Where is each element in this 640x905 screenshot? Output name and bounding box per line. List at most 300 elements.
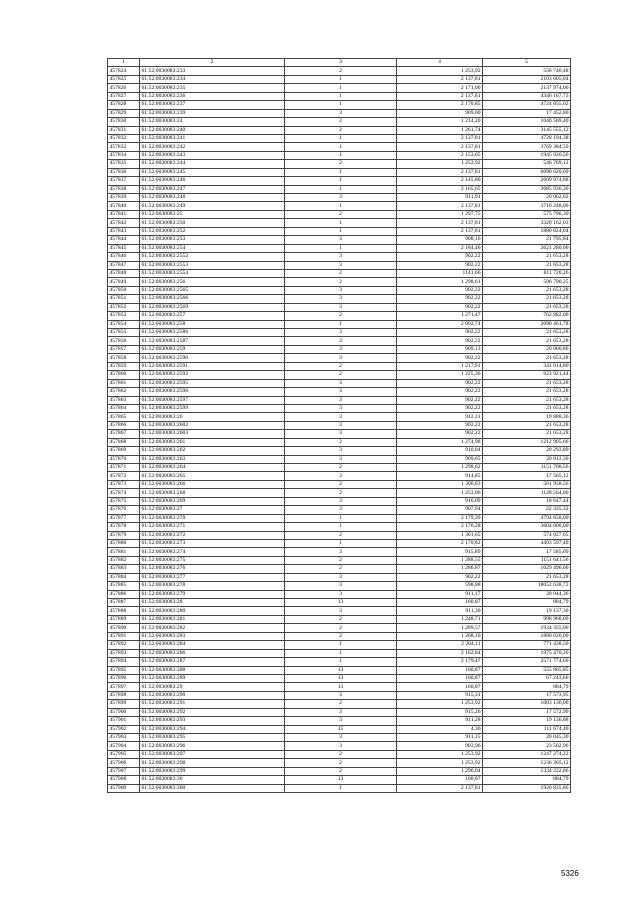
table-cell-col-5: 4724 855,02 <box>483 101 571 109</box>
table-cell-col-1: 457837 <box>108 177 140 185</box>
column-header-1: 1 <box>108 59 140 67</box>
table-cell-col-4: 911,28 <box>397 717 483 725</box>
table-cell-col-1: 457868 <box>108 438 140 446</box>
table-row <box>108 539 571 547</box>
table-cell-col-4: 911,15 <box>397 734 483 742</box>
table-cell-col-4: 2 137,81 <box>397 784 483 792</box>
table-row <box>108 725 571 733</box>
table-cell-col-2: 61:52:0030083:280 <box>140 607 285 615</box>
table-row <box>108 641 571 649</box>
table-cell-col-1: 457886 <box>108 590 140 598</box>
table-cell-col-3: 2 <box>285 362 397 370</box>
table-cell-col-3: 1 <box>285 539 397 547</box>
column-header-5: 5 <box>483 59 571 67</box>
table-cell-col-2: 61:52:0030083:278 <box>140 582 285 590</box>
table-cell-col-4: 902,22 <box>397 261 483 269</box>
table-row <box>108 438 571 446</box>
table-cell-col-4: 1 268,10 <box>397 632 483 640</box>
table-cell-col-5: 2137 974,00 <box>483 84 571 92</box>
table-cell-col-3: 3 <box>285 607 397 615</box>
table-cell-col-3: 3 <box>285 379 397 387</box>
table-cell-col-3: 3 <box>285 337 397 345</box>
table-row <box>108 582 571 590</box>
table-cell-col-5: 2571 774,60 <box>483 658 571 666</box>
table-cell-col-2: 61:52:0030083:297 <box>140 750 285 758</box>
table-row <box>108 379 571 387</box>
table-cell-col-5: 884,79 <box>483 683 571 691</box>
table-cell-col-1: 457874 <box>108 489 140 497</box>
table-cell-col-5: 3685 936,30 <box>483 185 571 193</box>
table-row <box>108 118 571 126</box>
table-cell-col-1: 457896 <box>108 674 140 682</box>
table-cell-col-4: 2 137,81 <box>397 227 483 235</box>
table-cell-col-2: 61:52:0030083:233 <box>140 67 285 75</box>
table-cell-col-2: 61:52:0030083:30 <box>140 776 285 784</box>
table-cell-col-5: 20 045,30 <box>483 734 571 742</box>
table-cell-col-4: 902,22 <box>397 354 483 362</box>
table-row <box>108 599 571 607</box>
table-cell-col-4: 2 137,81 <box>397 92 483 100</box>
table-cell-col-5: 1003 136,00 <box>483 700 571 708</box>
table-cell-col-5: 884,79 <box>483 776 571 784</box>
table-cell-col-2: 61:52:0030083:266 <box>140 480 285 488</box>
table-cell-col-3: 3 <box>285 404 397 412</box>
table-row <box>108 506 571 514</box>
table-cell-col-4: 2 179,47 <box>397 658 483 666</box>
table-cell-col-4: 902,22 <box>397 337 483 345</box>
table-cell-col-5: 20 293,89 <box>483 447 571 455</box>
table-row <box>108 295 571 303</box>
table-row <box>108 413 571 421</box>
table-cell-col-1: 457866 <box>108 421 140 429</box>
table-cell-col-5: 811 720,26 <box>483 269 571 277</box>
table-cell-col-3: 2 <box>285 615 397 623</box>
table-cell-col-4: 2 137,81 <box>397 143 483 151</box>
table-cell-col-4: 1 298,61 <box>397 278 483 286</box>
table-cell-col-1: 457883 <box>108 565 140 573</box>
table-cell-col-1: 457846 <box>108 253 140 261</box>
table-cell-col-2: 61:52:0030083:276 <box>140 565 285 573</box>
table-cell-col-4: 1 253,92 <box>397 67 483 75</box>
table-cell-col-3: 1 <box>285 151 397 159</box>
table-row <box>108 236 571 244</box>
table-cell-col-5: 18052 638,72 <box>483 582 571 590</box>
table-cell-col-2: 61:52:0030083:2566 <box>140 295 285 303</box>
table-cell-col-5: 574 027,65 <box>483 531 571 539</box>
table-cell-col-4: 1141,66 <box>397 269 483 277</box>
table-cell-col-4: 902,22 <box>397 421 483 429</box>
table-cell-col-4: 1 297,75 <box>397 210 483 218</box>
table-cell-col-2: 61:52:0030083:27 <box>140 506 285 514</box>
table-cell-col-4: 911,30 <box>397 607 483 615</box>
column-header-3: 3 <box>285 59 397 67</box>
table-cell-col-2: 61:52:0030083:240 <box>140 126 285 134</box>
table-cell-col-5: 3604 000,00 <box>483 523 571 531</box>
table-cell-col-1: 457882 <box>108 556 140 564</box>
table-cell-col-2: 61:52:0030083:269 <box>140 497 285 505</box>
header-row <box>108 59 571 67</box>
table-cell-col-4: 160,87 <box>397 666 483 674</box>
table-cell-col-4: 902,22 <box>397 286 483 294</box>
table-cell-col-4: 2 137,81 <box>397 134 483 142</box>
table-row <box>108 396 571 404</box>
table-cell-col-2: 61:52:0030083:250 <box>140 219 285 227</box>
table-row <box>108 708 571 716</box>
table-cell-col-2: 61:52:0030083:274 <box>140 548 285 556</box>
table-cell-col-2: 61:52:0030083:28 <box>140 599 285 607</box>
table-cell-col-2: 61:52:0030083:2590 <box>140 354 285 362</box>
table-cell-col-4: 1 298,62 <box>397 464 483 472</box>
table-cell-col-4: 916,09 <box>397 497 483 505</box>
table-cell-col-3: 2 <box>285 624 397 632</box>
table-cell-col-5: 4346 167,73 <box>483 92 571 100</box>
table-cell-col-4: 160,87 <box>397 674 483 682</box>
table-cell-col-2: 61:52:0030083:289 <box>140 674 285 682</box>
table-row <box>108 734 571 742</box>
table-cell-col-4: 1 296,04 <box>397 767 483 775</box>
table-cell-col-4: 2 145,80 <box>397 177 483 185</box>
table-row <box>108 464 571 472</box>
table-cell-col-1: 457873 <box>108 480 140 488</box>
table-cell-col-2: 61:52:0030083:2595 <box>140 379 285 387</box>
table-cell-col-3: 2 <box>285 767 397 775</box>
table-cell-col-3: 2 <box>285 126 397 134</box>
table-cell-col-1: 457863 <box>108 396 140 404</box>
table-cell-col-2: 61:52:0030083:263 <box>140 455 285 463</box>
table-cell-col-5: 4728 194,38 <box>483 134 571 142</box>
table-cell-col-5: 20 044,36 <box>483 590 571 598</box>
table-cell-col-4: 2 171,00 <box>397 84 483 92</box>
table-cell-col-1: 457860 <box>108 371 140 379</box>
table-row <box>108 455 571 463</box>
table-cell-col-1: 457826 <box>108 84 140 92</box>
table-cell-col-2: 61:52:0030083:241 <box>140 134 285 142</box>
table-cell-col-3: 2 <box>285 438 397 446</box>
table-cell-col-2: 61:52:0030083:2597 <box>140 396 285 404</box>
table-cell-col-3: 3 <box>285 413 397 421</box>
table-row <box>108 767 571 775</box>
table-cell-col-4: 907,94 <box>397 506 483 514</box>
table-cell-col-3: 2 <box>285 160 397 168</box>
table-cell-col-4: 909,65 <box>397 455 483 463</box>
table-cell-col-1: 457829 <box>108 109 140 117</box>
table-cell-col-2: 61:52:0030083:294 <box>140 725 285 733</box>
table-cell-col-1: 457867 <box>108 430 140 438</box>
table-cell-col-1: 457854 <box>108 320 140 328</box>
table-cell-col-2: 61:52:0030083:295 <box>140 734 285 742</box>
table-cell-col-2: 61:52:0030083:259 <box>140 345 285 353</box>
table-cell-col-5: 1334 332,86 <box>483 767 571 775</box>
table-cell-col-4: 1 253,92 <box>397 750 483 758</box>
table-row <box>108 253 571 261</box>
table-cell-col-5: 2103 605,04 <box>483 75 571 83</box>
table-cell-col-1: 457843 <box>108 227 140 235</box>
table-cell-col-2: 61:52:0030083:300 <box>140 784 285 792</box>
table-cell-col-3: 1 <box>285 84 397 92</box>
table-cell-col-4: 902,22 <box>397 404 483 412</box>
table-cell-col-5: 20 062,02 <box>483 194 571 202</box>
table-cell-col-1: 457881 <box>108 548 140 556</box>
table-cell-col-1: 457903 <box>108 734 140 742</box>
table-cell-col-3: 3 <box>285 345 397 353</box>
table-cell-col-5: 21 653,28 <box>483 286 571 294</box>
table-cell-col-2: 61:52:0030083:2591 <box>140 362 285 370</box>
table-cell-col-4: 1 214,20 <box>397 118 483 126</box>
table-cell-col-1: 457849 <box>108 278 140 286</box>
table-cell-col-4: 903,96 <box>397 742 483 750</box>
table-cell-col-2: 61:52:0030083:271 <box>140 523 285 531</box>
table-cell-col-3: 3 <box>285 708 397 716</box>
table-cell-col-3: 1 <box>285 177 397 185</box>
table-cell-col-1: 457909 <box>108 784 140 792</box>
table-cell-col-3: 2 <box>285 278 397 286</box>
table-row <box>108 717 571 725</box>
table-row <box>108 303 571 311</box>
table-cell-col-5: 1151 708,56 <box>483 464 571 472</box>
table-row <box>108 329 571 337</box>
table-row <box>108 244 571 252</box>
table-cell-col-5: 3769 384,59 <box>483 143 571 151</box>
table-cell-col-1: 457897 <box>108 683 140 691</box>
table-row <box>108 362 571 370</box>
table-cell-col-2: 61:52:0030083:29 <box>140 683 285 691</box>
table-cell-col-4: 1 300,83 <box>397 480 483 488</box>
table-cell-col-5: 17 572,99 <box>483 708 571 716</box>
table-cell-col-1: 457853 <box>108 312 140 320</box>
table-cell-col-3: 3 <box>285 109 397 117</box>
table-row <box>108 210 571 218</box>
table-cell-col-5: 21 653,28 <box>483 354 571 362</box>
table-cell-col-2: 61:52:0030083:2596 <box>140 388 285 396</box>
table-cell-col-5: 1880 824,04 <box>483 227 571 235</box>
table-row <box>108 624 571 632</box>
table-cell-col-1: 457895 <box>108 666 140 674</box>
table-cell-col-5: 556 740,48 <box>483 67 571 75</box>
table-cell-col-3: 1 <box>285 514 397 522</box>
table-cell-col-1: 457835 <box>108 160 140 168</box>
table-cell-col-4: 1 217,91 <box>397 362 483 370</box>
table-cell-col-1: 457834 <box>108 151 140 159</box>
table-cell-col-4: 2 092,74 <box>397 320 483 328</box>
table-cell-col-3: 3 <box>285 329 397 337</box>
table-cell-col-2: 61:52:0030083:282 <box>140 624 285 632</box>
table-row <box>108 67 571 75</box>
table-cell-col-5: 21 653,28 <box>483 396 571 404</box>
table-cell-col-3: 1 <box>285 320 397 328</box>
table-cell-col-3: 1 <box>285 227 397 235</box>
table-cell-col-3: 2 <box>285 210 397 218</box>
table-cell-col-1: 457831 <box>108 126 140 134</box>
table-cell-col-1: 457842 <box>108 219 140 227</box>
table-row <box>108 269 571 277</box>
table-cell-col-5: 555 805,85 <box>483 666 571 674</box>
table-row <box>108 573 571 581</box>
table-cell-col-4: 1 288,55 <box>397 556 483 564</box>
table-cell-col-2: 61:52:0030083:2602 <box>140 421 285 429</box>
table-cell-col-2: 61:52:0030083:253 <box>140 236 285 244</box>
table-cell-col-5: 19 136,88 <box>483 717 571 725</box>
table-cell-col-3: 13 <box>285 599 397 607</box>
table-cell-col-4: 911,91 <box>397 194 483 202</box>
table-cell-col-1: 457857 <box>108 345 140 353</box>
table-cell-col-4: 1 225,36 <box>397 371 483 379</box>
table-cell-col-4: 2 179,39 <box>397 514 483 522</box>
table-row <box>108 312 571 320</box>
table-row <box>108 776 571 784</box>
table-cell-col-3: 3 <box>285 236 397 244</box>
table-cell-col-3: 2 <box>285 312 397 320</box>
table-cell-col-2: 61:52:0030083:2553 <box>140 261 285 269</box>
table-row <box>108 202 571 210</box>
table-cell-col-3: 1 <box>285 168 397 176</box>
table-cell-col-2: 61:52:0030083:2552 <box>140 253 285 261</box>
table-cell-col-4: 1 253,92 <box>397 700 483 708</box>
table-cell-col-2: 61:52:0030083:249 <box>140 202 285 210</box>
table-cell-col-3: 3 <box>285 742 397 750</box>
table-row <box>108 658 571 666</box>
table-cell-col-4: 1 248,71 <box>397 615 483 623</box>
table-cell-col-1: 457905 <box>108 750 140 758</box>
table-cell-col-4: 902,22 <box>397 388 483 396</box>
table-cell-col-3: 1 <box>285 143 397 151</box>
table-row <box>108 548 571 556</box>
table-cell-col-5: 4493 597,40 <box>483 539 571 547</box>
table-row <box>108 278 571 286</box>
table-cell-col-3: 3 <box>285 261 397 269</box>
table-row <box>108 227 571 235</box>
column-header-4: 4 <box>397 59 483 67</box>
table-cell-col-2: 61:52:0030083:264 <box>140 464 285 472</box>
table-cell-col-3: 2 <box>285 371 397 379</box>
table-cell-col-2: 61:52:0030083:242 <box>140 143 285 151</box>
table-row <box>108 565 571 573</box>
table-cell-col-4: 1 289,57 <box>397 624 483 632</box>
table-cell-col-5: 20 000,86 <box>483 345 571 353</box>
table-cell-col-2: 61:52:0030083:277 <box>140 573 285 581</box>
table-cell-col-1: 457884 <box>108 573 140 581</box>
table-cell-col-5: 2609 974,88 <box>483 177 571 185</box>
table-cell-col-1: 457880 <box>108 539 140 547</box>
table-cell-col-3: 3 <box>285 430 397 438</box>
table-cell-col-2: 61:52:0030083:261 <box>140 438 285 446</box>
table-cell-col-4: 902,22 <box>397 379 483 387</box>
table-cell-col-2: 61:52:0030083:293 <box>140 717 285 725</box>
table-cell-col-1: 457858 <box>108 354 140 362</box>
table-cell-col-1: 457839 <box>108 194 140 202</box>
table-row <box>108 168 571 176</box>
table-cell-col-4: 2 137,81 <box>397 75 483 83</box>
table-row <box>108 649 571 657</box>
table-cell-col-1: 457893 <box>108 649 140 657</box>
table-cell-col-1: 457840 <box>108 202 140 210</box>
table-cell-col-5: 762 882,00 <box>483 312 571 320</box>
table-row <box>108 666 571 674</box>
table-cell-col-3: 2 <box>285 632 397 640</box>
table-cell-col-1: 457872 <box>108 472 140 480</box>
table-cell-col-1: 457828 <box>108 101 140 109</box>
table-cell-col-5: 17 573,95 <box>483 691 571 699</box>
table-row <box>108 472 571 480</box>
table-row <box>108 75 571 83</box>
table-cell-col-1: 457824 <box>108 67 140 75</box>
table-cell-col-2: 61:52:0030083:2599 <box>140 404 285 412</box>
table-cell-col-1: 457833 <box>108 143 140 151</box>
table-row <box>108 590 571 598</box>
table-cell-col-3: 2 <box>285 565 397 573</box>
table-row <box>108 489 571 497</box>
table-cell-col-2: 61:52:0030083:245 <box>140 168 285 176</box>
table-cell-col-1: 457900 <box>108 708 140 716</box>
table-cell-col-4: 2 137,81 <box>397 168 483 176</box>
table-row <box>108 447 571 455</box>
table-cell-col-5: 1945 926,50 <box>483 151 571 159</box>
table-cell-col-2: 61:52:0030083:256 <box>140 278 285 286</box>
table-row <box>108 151 571 159</box>
table-cell-col-2: 61:52:0030083:2603 <box>140 430 285 438</box>
table-cell-col-2: 61:52:0030083:257 <box>140 312 285 320</box>
page-number: 5326 <box>561 869 579 878</box>
table-cell-col-5: 21 653,28 <box>483 329 571 337</box>
table-cell-col-2: 61:52:0030083:284 <box>140 641 285 649</box>
table-row <box>108 177 571 185</box>
table-cell-col-2: 61:52:0030083:275 <box>140 556 285 564</box>
table-cell-col-1: 457861 <box>108 379 140 387</box>
table-cell-col-5: 21 653,28 <box>483 295 571 303</box>
table-cell-col-2: 61:52:0030083:299 <box>140 767 285 775</box>
table-cell-col-4: 2 170,85 <box>397 101 483 109</box>
table-cell-col-5: 4794 658,00 <box>483 514 571 522</box>
table-cell-col-3: 2 <box>285 556 397 564</box>
table-cell-col-5: 21 653,28 <box>483 253 571 261</box>
table-cell-col-5: 561 958,56 <box>483 480 571 488</box>
table-cell-col-2: 61:52:0030083:2565 <box>140 286 285 294</box>
table-row <box>108 134 571 142</box>
table-cell-col-1: 457838 <box>108 185 140 193</box>
table-cell-col-5: 22 335,32 <box>483 506 571 514</box>
table-row <box>108 691 571 699</box>
table-cell-col-5: 1926 835,86 <box>483 784 571 792</box>
table-row <box>108 126 571 134</box>
table-cell-col-4: 912,31 <box>397 413 483 421</box>
table-cell-col-1: 457856 <box>108 337 140 345</box>
table-row <box>108 404 571 412</box>
table-cell-col-3: 2 <box>285 269 397 277</box>
table-row <box>108 683 571 691</box>
table-cell-col-3: 13 <box>285 776 397 784</box>
table-cell-col-2: 61:52:0030083:291 <box>140 700 285 708</box>
table-cell-col-1: 457889 <box>108 615 140 623</box>
table-row <box>108 750 571 758</box>
table-cell-col-5: 1128 564,00 <box>483 489 571 497</box>
table-cell-col-3: 3 <box>285 472 397 480</box>
table-cell-col-2: 61:52:0030083:268 <box>140 489 285 497</box>
table-cell-col-2: 61:52:0030083:2592 <box>140 371 285 379</box>
table-cell-col-4: 1 253,06 <box>397 489 483 497</box>
table-row <box>108 742 571 750</box>
table-cell-col-3: 1 <box>285 202 397 210</box>
table-cell-col-2: 61:52:0030083:273 <box>140 539 285 547</box>
table-cell-col-5: 21 653,28 <box>483 430 571 438</box>
table-cell-col-4: 2 204,11 <box>397 641 483 649</box>
table-cell-col-5: 998 968,00 <box>483 615 571 623</box>
table-cell-col-1: 457894 <box>108 658 140 666</box>
table-cell-col-2: 61:52:0030083:246 <box>140 177 285 185</box>
table-cell-col-2: 61:52:0030083:254 <box>140 244 285 252</box>
table-cell-col-3: 1 <box>285 101 397 109</box>
table-cell-col-1: 457851 <box>108 295 140 303</box>
table-cell-col-1: 457850 <box>108 286 140 294</box>
table-cell-col-5: 17 585,09 <box>483 548 571 556</box>
